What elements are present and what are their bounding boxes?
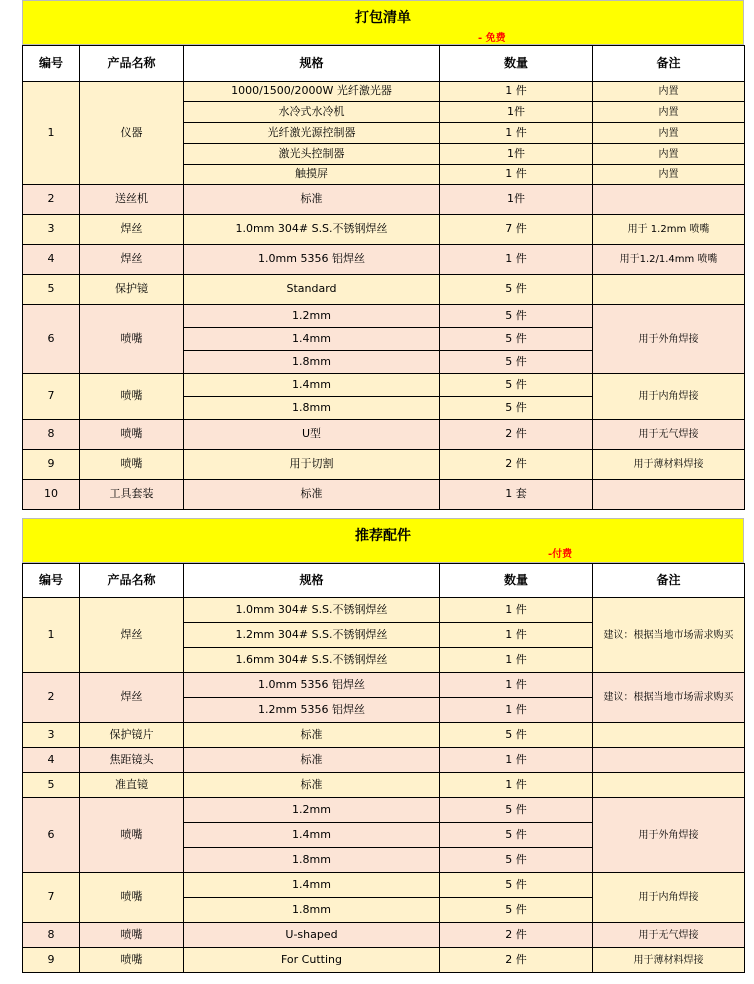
table-row	[23, 305, 745, 328]
packing-list-section	[22, 0, 744, 510]
quantity: 1 件	[440, 748, 593, 773]
specification: 1000/1500/2000W 光纤激光器	[184, 82, 440, 102]
header-spec: 规格	[184, 46, 440, 82]
specification: 1.2mm	[184, 798, 440, 823]
item-number: 2	[23, 673, 80, 723]
table-row	[23, 450, 745, 480]
item-number: 1	[23, 82, 80, 185]
table-row	[23, 748, 745, 773]
quantity: 5 件	[440, 848, 593, 873]
remark	[593, 480, 745, 510]
quantity: 5 件	[440, 397, 593, 420]
quantity: 1件	[440, 185, 593, 215]
quantity: 1 件	[440, 623, 593, 648]
product-name: 喷嘴	[80, 450, 184, 480]
specification: 1.8mm	[184, 848, 440, 873]
item-number: 4	[23, 245, 80, 275]
packing-list-free-note: - 免费	[478, 33, 506, 44]
table-row	[23, 773, 745, 798]
quantity: 1 件	[440, 698, 593, 723]
remark: 内置	[593, 102, 745, 123]
table-row	[23, 723, 745, 748]
specification: 1.0mm 304# S.S.不锈钢焊丝	[184, 215, 440, 245]
specification: U-shaped	[184, 923, 440, 948]
quantity: 1 件	[440, 598, 593, 623]
item-number: 8	[23, 420, 80, 450]
packing-list-table	[22, 45, 745, 510]
specification: 1.2mm 5356 铝焊丝	[184, 698, 440, 723]
product-name: 焊丝	[80, 598, 184, 673]
header-note: 备注	[593, 564, 745, 598]
specification: 1.0mm 5356 铝焊丝	[184, 245, 440, 275]
quantity: 5 件	[440, 374, 593, 397]
remark: 内置	[593, 82, 745, 102]
quantity: 1 件	[440, 245, 593, 275]
header-name: 产品名称	[80, 46, 184, 82]
header-qty: 数量	[440, 564, 593, 598]
remark	[593, 723, 745, 748]
specification: 水冷式水冷机	[184, 102, 440, 123]
specification: 1.2mm 304# S.S.不锈钢焊丝	[184, 623, 440, 648]
table-row	[23, 245, 745, 275]
remark: 用于内角焊接	[593, 873, 745, 923]
item-number: 4	[23, 748, 80, 773]
item-number: 3	[23, 723, 80, 748]
product-name: 焊丝	[80, 673, 184, 723]
table-row	[23, 598, 745, 623]
table-row	[23, 673, 745, 698]
specification: 标准	[184, 723, 440, 748]
remark: 内置	[593, 165, 745, 185]
product-name: 喷嘴	[80, 948, 184, 973]
table-row	[23, 798, 745, 823]
specification: 1.4mm	[184, 328, 440, 351]
item-number: 5	[23, 275, 80, 305]
packing-list-title: 打包清单	[355, 10, 411, 26]
table-row	[23, 873, 745, 898]
item-number: 9	[23, 948, 80, 973]
specification: 激光头控制器	[184, 144, 440, 165]
specification: 1.0mm 304# S.S.不锈钢焊丝	[184, 598, 440, 623]
header-qty: 数量	[440, 46, 593, 82]
quantity: 2 件	[440, 923, 593, 948]
header-no: 编号	[23, 564, 80, 598]
quantity: 5 件	[440, 328, 593, 351]
table-row	[23, 923, 745, 948]
quantity: 5 件	[440, 873, 593, 898]
product-name: 准直镜	[80, 773, 184, 798]
packing-list-header-row	[23, 46, 745, 82]
quantity: 1件	[440, 144, 593, 165]
product-name: 工具套装	[80, 480, 184, 510]
specification: 1.8mm	[184, 898, 440, 923]
item-number: 5	[23, 773, 80, 798]
remark: 建议：根据当地市场需求购买	[593, 598, 745, 673]
recommended-header-row	[23, 564, 745, 598]
remark: 用于1.2/1.4mm 喷嘴	[593, 245, 745, 275]
specification: 用于切割	[184, 450, 440, 480]
table-row	[23, 215, 745, 245]
item-number: 1	[23, 598, 80, 673]
remark: 用于 1.2mm 喷嘴	[593, 215, 745, 245]
remark	[593, 275, 745, 305]
remark: 建议：根据当地市场需求购买	[593, 673, 745, 723]
product-name: 仪器	[80, 82, 184, 185]
specification: 1.4mm	[184, 873, 440, 898]
specification: U型	[184, 420, 440, 450]
specification: 1.0mm 5356 铝焊丝	[184, 673, 440, 698]
quantity: 5 件	[440, 351, 593, 374]
specification: 标准	[184, 773, 440, 798]
remark: 用于无气焊接	[593, 420, 745, 450]
item-number: 9	[23, 450, 80, 480]
item-number: 8	[23, 923, 80, 948]
specification: 1.8mm	[184, 397, 440, 420]
recommended-title: 推荐配件	[355, 528, 411, 544]
table-row	[23, 480, 745, 510]
item-number: 3	[23, 215, 80, 245]
remark: 用于外角焊接	[593, 305, 745, 374]
item-number: 2	[23, 185, 80, 215]
remark: 用于薄材料焊接	[593, 450, 745, 480]
quantity: 1 件	[440, 165, 593, 185]
product-name: 喷嘴	[80, 420, 184, 450]
packing-list-banner	[22, 0, 744, 45]
item-number: 10	[23, 480, 80, 510]
specification: 触摸屏	[184, 165, 440, 185]
recommended-body	[23, 598, 745, 973]
product-name: 喷嘴	[80, 305, 184, 374]
specification: 标准	[184, 748, 440, 773]
packing-list-body	[23, 82, 745, 510]
remark: 内置	[593, 123, 745, 144]
quantity: 1 件	[440, 773, 593, 798]
specification: Standard	[184, 275, 440, 305]
remark	[593, 185, 745, 215]
table-row	[23, 374, 745, 397]
recommended-banner	[22, 518, 744, 563]
header-spec: 规格	[184, 564, 440, 598]
quantity: 1 件	[440, 648, 593, 673]
recommended-paid-note: -付费	[548, 549, 573, 560]
remark: 用于外角焊接	[593, 798, 745, 873]
item-number: 6	[23, 305, 80, 374]
item-number: 7	[23, 374, 80, 420]
remark: 用于薄材料焊接	[593, 948, 745, 973]
product-name: 喷嘴	[80, 923, 184, 948]
header-no: 编号	[23, 46, 80, 82]
quantity: 5 件	[440, 723, 593, 748]
specification: 标准	[184, 185, 440, 215]
remark: 用于无气焊接	[593, 923, 745, 948]
specification: 1.4mm	[184, 823, 440, 848]
product-name: 喷嘴	[80, 873, 184, 923]
table-row	[23, 185, 745, 215]
product-name: 喷嘴	[80, 798, 184, 873]
header-name: 产品名称	[80, 564, 184, 598]
specification: 光纤激光源控制器	[184, 123, 440, 144]
specification: 1.2mm	[184, 305, 440, 328]
remark: 内置	[593, 144, 745, 165]
recommended-table	[22, 563, 745, 973]
product-name: 送丝机	[80, 185, 184, 215]
quantity: 5 件	[440, 823, 593, 848]
quantity: 5 件	[440, 275, 593, 305]
product-name: 焦距镜头	[80, 748, 184, 773]
table-row	[23, 420, 745, 450]
product-name: 保护镜	[80, 275, 184, 305]
table-row	[23, 275, 745, 305]
product-name: 保护镜片	[80, 723, 184, 748]
product-name: 焊丝	[80, 245, 184, 275]
quantity: 5 件	[440, 305, 593, 328]
item-number: 6	[23, 798, 80, 873]
table-row	[23, 948, 745, 973]
quantity: 5 件	[440, 798, 593, 823]
recommended-section	[22, 518, 744, 973]
specification: 1.4mm	[184, 374, 440, 397]
quantity: 1 套	[440, 480, 593, 510]
remark: 用于内角焊接	[593, 374, 745, 420]
quantity: 7 件	[440, 215, 593, 245]
quantity: 1 件	[440, 82, 593, 102]
quantity: 2 件	[440, 420, 593, 450]
specification: 1.8mm	[184, 351, 440, 374]
header-note: 备注	[593, 46, 745, 82]
product-name: 喷嘴	[80, 374, 184, 420]
specification: 1.6mm 304# S.S.不锈钢焊丝	[184, 648, 440, 673]
item-number: 7	[23, 873, 80, 923]
quantity: 2 件	[440, 948, 593, 973]
quantity: 1件	[440, 102, 593, 123]
specification: For Cutting	[184, 948, 440, 973]
quantity: 2 件	[440, 450, 593, 480]
table-row	[23, 82, 745, 102]
quantity: 5 件	[440, 898, 593, 923]
remark	[593, 748, 745, 773]
specification: 标准	[184, 480, 440, 510]
remark	[593, 773, 745, 798]
quantity: 1 件	[440, 673, 593, 698]
quantity: 1 件	[440, 123, 593, 144]
product-name: 焊丝	[80, 215, 184, 245]
